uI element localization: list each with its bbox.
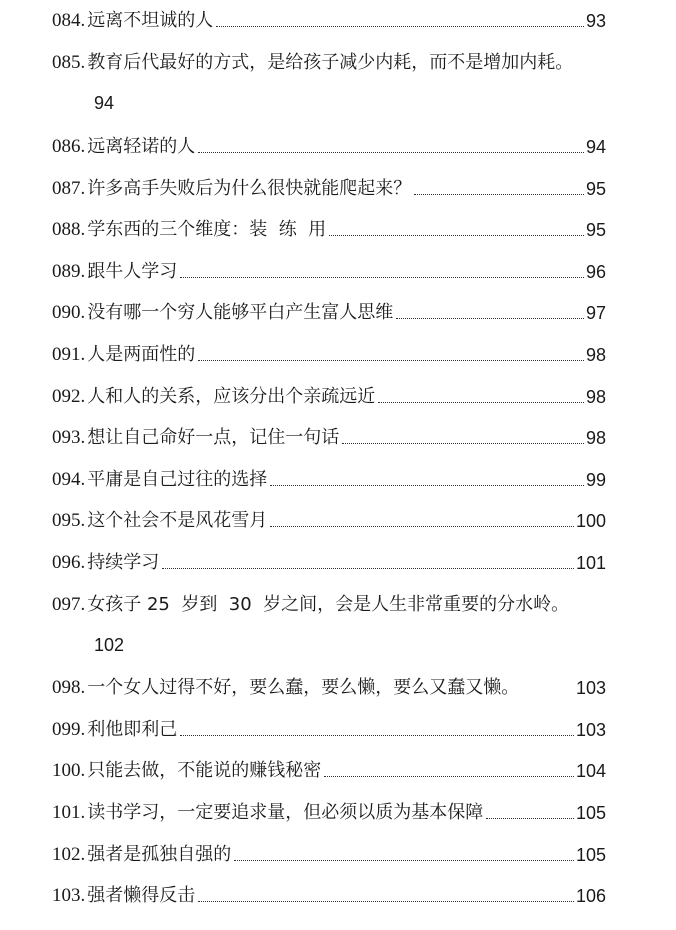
entry-title: 一个女人过得不好，要么蠢，要么懒，要么又蠢又懒。	[87, 677, 520, 698]
entry-page: 99	[585, 470, 606, 490]
toc-entry[interactable]	[52, 877, 606, 907]
entry-page: 106	[575, 886, 606, 906]
dot-leader	[486, 818, 574, 819]
toc-entry[interactable]	[52, 128, 606, 158]
toc-entry[interactable]	[52, 586, 606, 616]
entry-number: 097.	[52, 594, 86, 615]
entry-title: 利他即利己	[87, 719, 178, 740]
entry-number: 084.	[52, 10, 86, 31]
entry-title: 读书学习，一定要追求量，但必须以质为基本保障	[87, 802, 484, 823]
entry-title: 持续学习	[87, 552, 160, 573]
entry-title: 想让自己命好一点，记住一句话	[87, 427, 340, 448]
dot-leader	[378, 402, 584, 403]
entry-number: 091.	[52, 344, 86, 365]
entry-number: 099.	[52, 719, 86, 740]
entry-number: 086.	[52, 136, 86, 157]
entry-title: 强者是孤独自强的	[87, 844, 232, 865]
toc-entry[interactable]	[52, 461, 606, 491]
entry-number: 088.	[52, 219, 86, 240]
entry-title: 学东西的三个维度：装 练 用	[87, 219, 327, 240]
entry-title: 没有哪一个穷人能够平白产生富人思维	[87, 302, 394, 323]
dot-leader	[324, 776, 574, 777]
entry-page: 95	[585, 179, 606, 199]
entry-page: 94	[94, 93, 115, 113]
entry-page: 93	[585, 11, 606, 31]
entry-page: 103	[575, 720, 606, 740]
entry-title: 跟牛人学习	[87, 261, 178, 282]
entry-page: 96	[585, 262, 606, 282]
entry-title: 人和人的关系，应该分出个亲疏远近	[87, 386, 376, 407]
toc-entry[interactable]	[52, 336, 606, 366]
dot-leader	[180, 735, 574, 736]
entry-title: 远离不坦诚的人	[87, 10, 214, 31]
toc-entry[interactable]	[52, 544, 606, 574]
entry-title: 这个社会不是风花雪月	[87, 510, 268, 531]
entry-number: 103.	[52, 885, 86, 906]
dot-leader	[396, 318, 584, 319]
toc-entry[interactable]	[52, 294, 606, 324]
entry-page: 98	[585, 387, 606, 407]
dot-leader	[198, 360, 584, 361]
toc-entry[interactable]	[52, 502, 606, 532]
entry-number: 098.	[52, 677, 86, 698]
toc-entry[interactable]	[52, 419, 606, 449]
entry-page: 105	[575, 845, 606, 865]
toc-entry[interactable]	[52, 752, 606, 782]
entry-title: 只能去做，不能说的赚钱秘密	[87, 760, 322, 781]
entry-page: 98	[585, 428, 606, 448]
entry-number: 092.	[52, 386, 86, 407]
entry-title: 女孩子 25 岁到 30 岁之间，会是人生非常重要的分水岭。	[87, 594, 570, 615]
toc-entry[interactable]	[52, 211, 606, 241]
entry-page: 100	[575, 511, 606, 531]
entry-page: 94	[585, 137, 606, 157]
entry-page: 98	[585, 345, 606, 365]
dot-leader	[216, 26, 584, 27]
dot-leader	[180, 277, 584, 278]
toc-entry[interactable]	[52, 44, 606, 74]
entry-number: 090.	[52, 302, 86, 323]
dot-leader	[198, 152, 584, 153]
toc-entry[interactable]	[52, 711, 606, 741]
entry-title: 人是两面性的	[87, 344, 196, 365]
entry-number: 100.	[52, 760, 86, 781]
dot-leader	[198, 901, 574, 902]
dot-leader	[234, 860, 574, 861]
dot-leader	[414, 194, 584, 195]
toc-entry[interactable]	[52, 253, 606, 283]
entry-page: 103	[575, 678, 606, 698]
toc-entry[interactable]	[52, 170, 606, 200]
dot-leader	[270, 485, 584, 486]
entry-title: 强者懒得反击	[87, 885, 196, 906]
entry-page: 105	[575, 803, 606, 823]
entry-page: 102	[94, 635, 125, 655]
entry-title: 平庸是自己过往的选择	[87, 469, 268, 490]
entry-number: 093.	[52, 427, 86, 448]
entry-number: 085.	[52, 52, 86, 73]
entry-page: 95	[585, 220, 606, 240]
dot-leader	[270, 526, 574, 527]
entry-number: 096.	[52, 552, 86, 573]
toc-entry[interactable]	[52, 669, 606, 699]
entry-number: 094.	[52, 469, 86, 490]
toc-entry[interactable]	[52, 836, 606, 866]
entry-title: 教育后代最好的方式，是给孩子减少内耗，而不是增加内耗。	[87, 52, 574, 73]
dot-leader	[162, 568, 574, 569]
entry-page: 101	[575, 553, 606, 573]
toc-entry[interactable]	[52, 794, 606, 824]
entry-title: 远离轻诺的人	[87, 136, 196, 157]
entry-page: 97	[585, 303, 606, 323]
entry-number: 101.	[52, 802, 86, 823]
entry-number: 089.	[52, 261, 86, 282]
entry-number: 095.	[52, 510, 86, 531]
entry-page: 104	[575, 761, 606, 781]
dot-leader	[342, 443, 584, 444]
toc-entry[interactable]	[52, 2, 606, 32]
entry-number: 102.	[52, 844, 86, 865]
entry-title: 许多高手失败后为什么很快就能爬起来？	[87, 178, 412, 199]
entry-number: 087.	[52, 178, 86, 199]
dot-leader	[329, 235, 584, 236]
toc-entry[interactable]	[52, 378, 606, 408]
